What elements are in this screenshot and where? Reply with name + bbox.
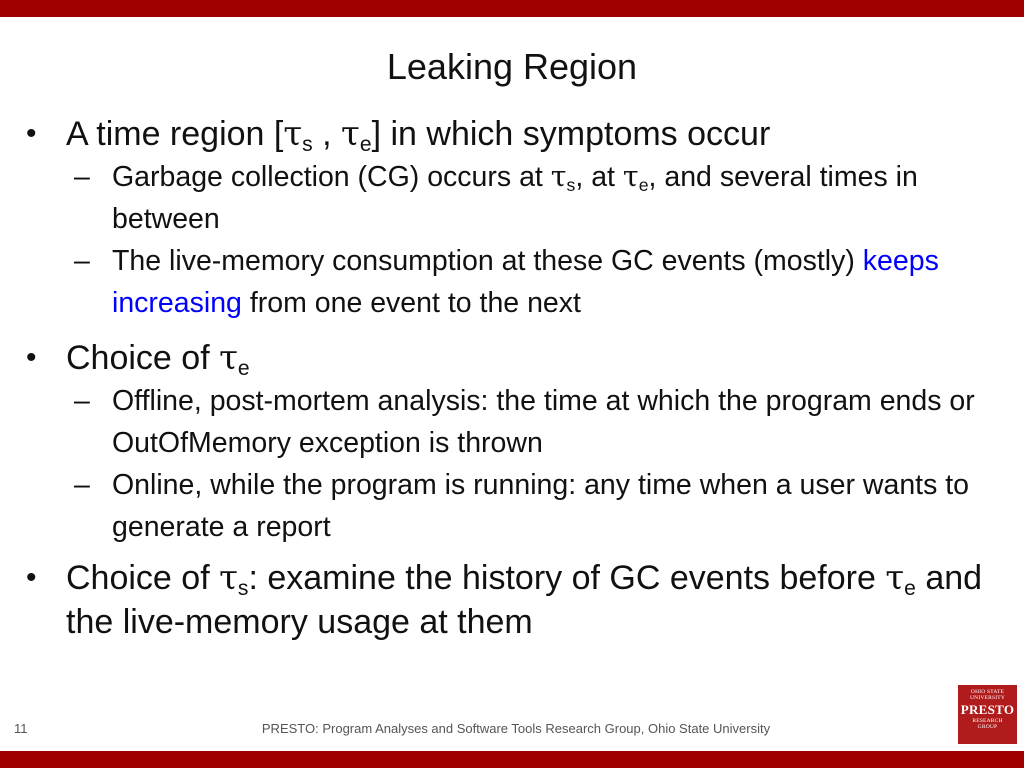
slide-title: Leaking Region xyxy=(386,46,638,87)
tau-symbol: τ xyxy=(341,114,360,154)
slide-content xyxy=(24,108,1004,644)
subbullet-item-live-memory: – The live-memory consumption at these GC events (mostly) keeps increasing from one event to the next xyxy=(24,240,1004,324)
tau-symbol: τ xyxy=(283,114,303,154)
bullet-icon: • xyxy=(26,117,37,150)
bullet-icon: • xyxy=(26,561,37,594)
presto-logo: OHIO STATE UNIVERSITY PRESTO RESEARCH GROUP xyxy=(958,685,1017,744)
tau-symbol: τ xyxy=(885,558,905,598)
footer-text: PRESTO: Program Analyses and Software Tools Research Group, Ohio State University xyxy=(261,721,771,736)
bullet-item-time-region: • A time region [$\tau_s$ , $\tau_e$] in which symptoms occur xyxy=(26,114,771,156)
tau-symbol: τ xyxy=(550,160,567,193)
dash-bullet-icon: – xyxy=(74,385,90,417)
highlighted-text: keeps increasing xyxy=(112,245,939,319)
dash-bullet-icon: – xyxy=(74,161,90,193)
tau-symbol: τ xyxy=(219,338,238,378)
page-number: 11 xyxy=(14,721,28,736)
dash-bullet-icon: – xyxy=(74,469,90,501)
tau-symbol: τ xyxy=(219,558,238,598)
tau-symbol: τ xyxy=(622,160,639,193)
subbullet-item-offline: – Offline, post-mortem analysis: the time at which the program ends or OutOfMemory exception is thrown xyxy=(24,380,1004,464)
subbullet-item-gc-events: – Garbage collection (CG) occurs at $\tau_s$, at $\tau_e$, and several times in between xyxy=(24,156,1004,240)
bullet-icon: • xyxy=(26,341,37,374)
dash-bullet-icon: – xyxy=(74,245,90,277)
bottom-accent-bar xyxy=(0,751,1024,768)
bullet-item-choice-of-tau-e: • Choice of $\tau_e$ xyxy=(26,338,250,380)
subbullet-item-online: – Online, while the program is running: any time when a user wants to generate a report xyxy=(24,464,1004,548)
top-accent-bar xyxy=(0,0,1024,17)
bullet-item-choice-of-tau-s: • Choice of $\tau_s$: examine the history of GC events before $\tau_e$ and the live-memory usage at them xyxy=(26,558,983,641)
